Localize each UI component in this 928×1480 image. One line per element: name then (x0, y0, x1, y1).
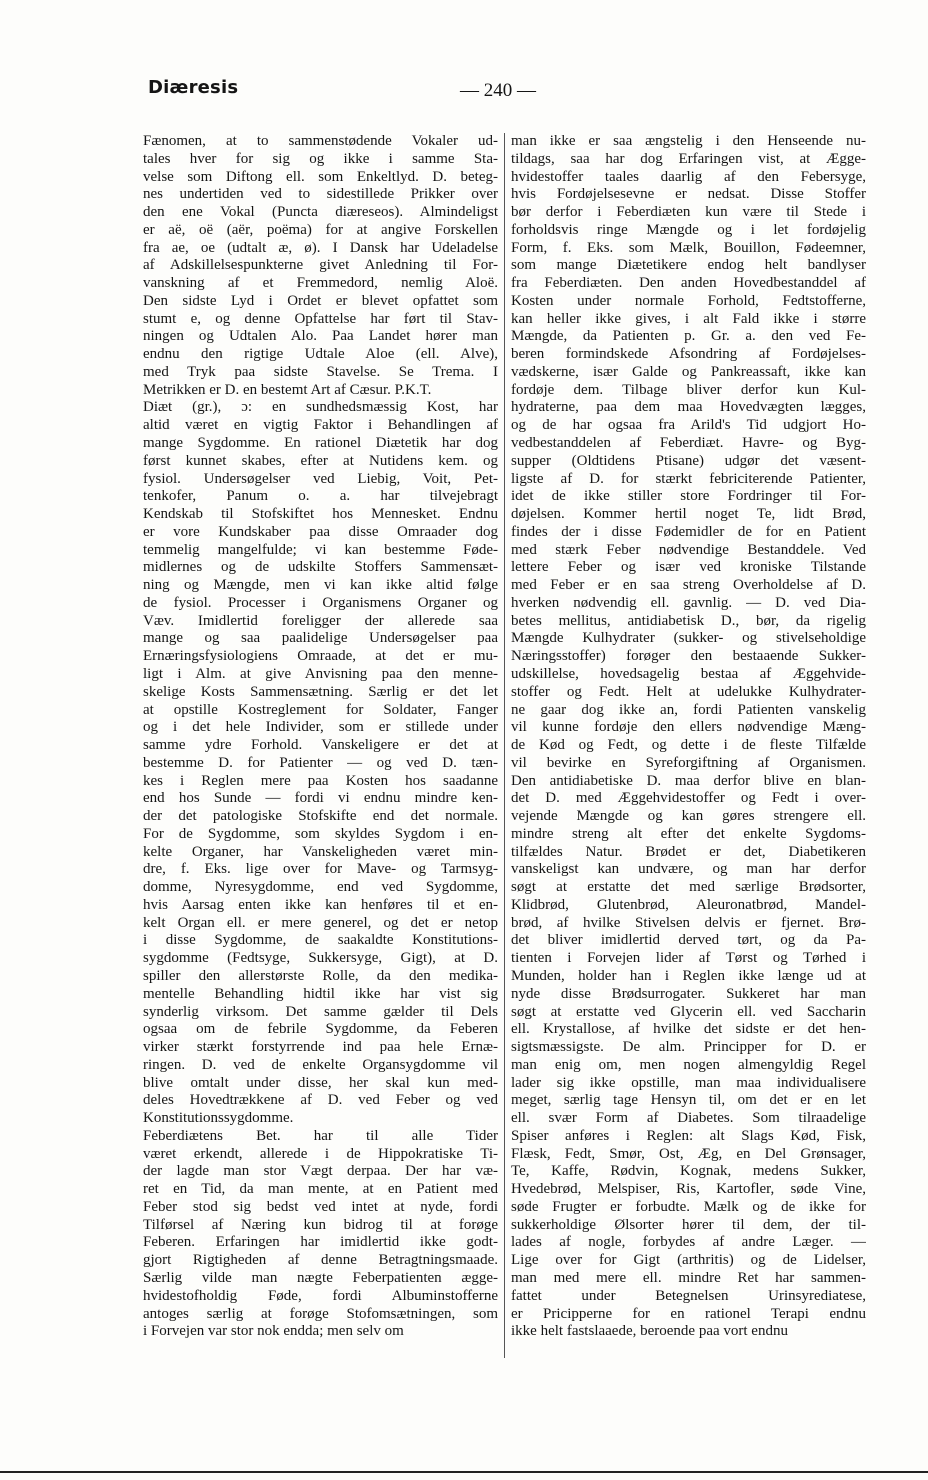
text-line: ringen. D. ved de enkelte Organsygdomme vil (143, 1056, 498, 1073)
text-line: af Adskillelsespunkterne givet Anledning til For- (143, 257, 498, 274)
text-line: med Feber er en saa streng Overholdelse af D. (511, 577, 866, 594)
text-line: vædskerne, især Galde og Pankreassaft, ikke kan (511, 363, 866, 380)
text-line: hydraterne, paa dem maa Hovedvægten lægges, (511, 399, 866, 416)
text-line: Væv. Imidlertid foreligger der allerede saa (143, 612, 498, 629)
text-line: bør derfor i Feberdiæten kun være til Stede i (511, 204, 866, 221)
text-line: den ene Vokal (Puncta diæreseos). Almindeligst (143, 204, 498, 221)
text-line: lader sig ikke opstille, man maa individualisere (511, 1074, 866, 1091)
text-line: i Forvejen var stor nok endda; men selv om (143, 1323, 404, 1340)
column-divider (504, 133, 505, 1358)
text-line: hvis Aarsag enten ikke kan henføres til et en- (143, 896, 498, 913)
text-line: vanskeligst kan undvære, og man har derfor (511, 861, 866, 878)
text-line: ne gaar dog ikke an, fordi Patienten vanskelig (511, 701, 866, 718)
text-line: først kunnet skabes, efter at Nutidens kem. og (143, 452, 498, 469)
text-line: samme ydre Forhold. Vanskeligere er det at (143, 737, 498, 754)
right-text-column (511, 133, 866, 1341)
text-line: de Kød og Fedt, og dette i de fleste Tilfælde (511, 737, 866, 754)
text-line: man enig om, men nogen almengyldig Regel (511, 1056, 866, 1073)
text-line: søde Frugter er forbudte. Mælk og de ikke for (511, 1198, 866, 1215)
text-line: hvidestoffer taales daarlig af den Febersyge, (511, 168, 866, 185)
text-line: ret en Tid, da man mente, at en Patient med (143, 1181, 498, 1198)
text-line: mange og saa paalidelige Undersøgelser paa (143, 630, 498, 647)
text-line: Den sidste Lyd i Ordet er blevet opfattet som (143, 292, 498, 309)
text-line: nyde disse Brødsurrogater. Sukkeret har man (511, 985, 866, 1002)
text-line: end hos Sunde — fordi vi endnu mindre ken- (143, 790, 498, 807)
text-line: velse som Diftong ell. som Enkeltlyd. D. beteg- (143, 168, 498, 185)
text-line: ningen og Udtalen Alo. Paa Landet hører man (143, 328, 498, 345)
text-line: Fænomen, at to sammenstødende Vokaler ud- (143, 133, 498, 149)
text-line: idet de ikke stiller store Fordringer til For- (511, 488, 866, 505)
text-line: Feber stod sig bedst ved intet at nyde, fordi (143, 1198, 498, 1215)
text-line: ligt i Alm. at give Anvisning paa den menne- (143, 665, 498, 682)
text-line: sygdomme (Fedtsyge, Sukkersyge, Gigt), at D. (143, 950, 498, 967)
text-line: supper (Oldtidens Ptisane) udgør det væsent- (511, 452, 866, 469)
text-line: vedbestanddelen af Feberdiæt. Havre- og Byg- (511, 435, 866, 452)
text-line: og i det hele Individer, som er stillede under (143, 719, 498, 736)
text-line: skelige Kosts Sammensætning. Særlig er det let (143, 683, 498, 700)
text-line: udskillelse, hovedsagelig bestaa af Æggehvide- (511, 665, 866, 682)
text-line: dre, f. Eks. lige over for Mave- og Tarmsyg- (143, 861, 498, 878)
text-line: vejende Mængde og kan gøres strengere ell. (511, 808, 866, 825)
text-line: brød, af hvilke Stivelsen delvis er fjernet. Brø- (511, 914, 866, 931)
text-line: er vore Kundskaber paa disse Omraader dog (143, 523, 498, 540)
text-line: er aë, oë (aër, poëma) for at angive Forskellen (143, 221, 498, 238)
text-line: Kendskab til Stofskiftet hos Mennesket. Endnu (143, 506, 498, 523)
text-line: Den antidiabetiske D. maa derfor blive en blan- (511, 772, 866, 789)
text-line: spiller den allerstørste Rolle, da den medika- (143, 967, 498, 984)
text-line: findes der i disse Fødemidler de for en Patient (511, 523, 866, 540)
page-number: — 240 — (460, 80, 536, 101)
text-line: tilfældes Natur. Brødet er det, Diabetikeren (511, 843, 866, 860)
text-line: kes i Reglen mere paa Kosten hos saadanne (143, 772, 498, 789)
text-line: med stærk Feber nødvendige Bestanddele. Ved (511, 541, 866, 558)
text-line: der det patologiske Stofskifte end det normale. (143, 808, 498, 825)
text-line: Spiser anføres i Reglen: alt Slags Kød, Fisk, (511, 1127, 866, 1144)
text-line: sigtsmæssigste. De alm. Principper for D. er (511, 1039, 866, 1056)
text-line: i disse Sygdomme, de saakaldte Konstitutions- (143, 932, 498, 949)
text-line: bestemme D. for Patienter — og ved D. tæn- (143, 754, 498, 771)
bottom-edge-rule (0, 1471, 928, 1473)
text-line: ell. Krystallose, af hvilke det sidste er det hen- (511, 1021, 866, 1038)
text-line: mange Sygdomme. En rationel Diætetik har dog (143, 435, 498, 452)
text-line: Klidbrød, Glutenbrød, Aleuronatbrød, Mandel- (511, 896, 866, 913)
text-line: Mængde Kulhydrater (sukker- og stivelseholdige (511, 630, 866, 647)
text-line: kelte Organer, har Vanskeligheden været min- (143, 843, 498, 860)
text-line: man med mere ell. mindre Ret har sammen- (511, 1270, 866, 1286)
text-line: døjelsen. Kommer hertil noget Te, lidt Brød, (511, 506, 866, 523)
text-line: tales hver for sig og ikke i samme Sta- (143, 150, 498, 167)
text-line: kelt Organ ell. er mere generel, og det er netop (143, 914, 498, 931)
text-line: stoffer og Fedt. Helt at udelukke Kulhydrater- (511, 683, 866, 700)
text-line: fordøje dem. Tilbage bliver derfor kun Kul- (511, 381, 866, 398)
text-line: mindre streng alt efter det enkelte Sygdoms- (511, 825, 866, 842)
text-line: For de Sygdomme, som skyldes Sygdom i en- (143, 825, 498, 842)
text-line: man ikke er saa ængstelig i den Henseende nu- (511, 133, 866, 149)
text-line: med Tryk paa sidste Stavelse. Se Trema. I (143, 363, 498, 380)
text-line: ogsaa om de febrile Sygdomme, da Feberen (143, 1021, 498, 1038)
text-line: lettere Feber og især ved kroniske Tilstande (511, 559, 866, 576)
text-line: fysiol. Undersøgelser ved Liebig, Voit, Pet- (143, 470, 498, 487)
text-line: Konstitutionssygdomme. (143, 1110, 294, 1127)
text-line: været erkendt, allerede i de Hippokratiske Ti- (143, 1145, 498, 1162)
text-line: søgt at erstatte det med særlige Brødsorter, (511, 879, 866, 896)
text-line: ligste af D. for stærkt febriciterende Patienter, (511, 470, 866, 487)
text-line: søgt at erstatte ved Glycerin ell. ved Saccharin (511, 1003, 866, 1020)
text-line: kan heller ikke gives, i alt Fald ikke i større (511, 310, 866, 327)
text-line: Næringsstoffer) forøger den bestaaende Sukker- (511, 648, 866, 665)
text-line: Te, Kaffe, Rødvin, Kognak, medens Sukker, (511, 1163, 866, 1180)
text-line: meget, særlig tage Hensyn til, om det er en let (511, 1092, 866, 1109)
text-line: tienten i Forvejen lider af Tørst og Tørhed i (511, 950, 866, 967)
text-line: Ernæringsfysiologiens Omraade, at det er mu- (143, 648, 498, 665)
text-line: fra Feberdiæten. Den anden Hovedbestanddel af (511, 275, 866, 292)
text-line: Mængde, da Patienten p. Gr. a. den ved Fe- (511, 328, 866, 345)
text-line: domme, Nyresygdomme, end ved Sygdomme, (143, 879, 498, 896)
text-line: antoges særlig at forøge Stofomsætningen, som (143, 1305, 498, 1322)
text-line: Metrikken er D. en bestemt Art af Cæsur. P.K.T. (143, 381, 432, 398)
text-line: Diæt (gr.), ɔ: en sundhedsmæssig Kost, har (143, 399, 498, 416)
text-line: betes mellitus, antidiabetisk D., bør, da rigelig (511, 612, 866, 629)
text-line: Lige over for Gigt (arthritis) og de Lidelser, (511, 1252, 866, 1269)
text-line: Feberdiætens Bet. har til alle Tider (143, 1127, 498, 1144)
text-line: Særlig vilde man nægte Feberpatienten ægge- (143, 1270, 498, 1286)
text-line: mentelle Behandling hidtil ikke har vist sig (143, 985, 498, 1002)
text-line: gjort Rigtigheden af denne Betragtningsmaade. (143, 1252, 498, 1269)
text-line: Hvedebrød, Melspiser, Ris, Kartofler, søde Vine, (511, 1181, 866, 1198)
text-line: Kosten under normale Forhold, Fedtstofferne, (511, 292, 866, 309)
text-line: der lagde man stor Vægt derpaa. Der har væ- (143, 1163, 498, 1180)
text-line: Form, f. Eks. som Mælk, Bouillon, Fødeemner, (511, 239, 866, 256)
text-line: det D. med Æggehvidestoffer og Fedt i over- (511, 790, 866, 807)
text-line: hvidestofholdig Føde, fordi Albuminstofferne (143, 1287, 498, 1304)
text-line: Tilførsel af Næring kun bidrog til at forøge (143, 1216, 498, 1233)
text-line: at opstille Kostreglement for Soldater, Fanger (143, 701, 498, 718)
text-line: fra ae, oe (udtalt æ, ø). I Dansk har Udeladelse (143, 239, 498, 256)
text-line: endnu den rigtige Udtale Aloe (ell. Alve), (143, 346, 498, 363)
text-line: altid været en vigtig Faktor i Behandlingen af (143, 417, 498, 434)
text-line: temmelig mangelfulde; vi kan bestemme Føde- (143, 541, 498, 558)
text-line: beren formindskede Afsondring af Fordøjelses- (511, 346, 866, 363)
text-line: virker stærkt forstyrrende ind paa hele Ernæ- (143, 1039, 498, 1056)
text-line: tildags, saa har dog Erfaringen vist, at Ægge- (511, 150, 866, 167)
text-line: ning og Mængde, men vi kan ikke altid følge (143, 577, 498, 594)
text-line: som mange Diætetikere endog helt bandlyser (511, 257, 866, 274)
text-line: midlernes og de udskilte Stoffers Sammensæt- (143, 559, 498, 576)
text-line: tenkofer, Panum o. a. har tilvejebragt (143, 488, 498, 505)
text-line: ell. svær Form af Diabetes. Som tilraadelige (511, 1110, 866, 1127)
text-line: vanskning af et Fremmedord, nemlig Aloë. (143, 275, 498, 292)
text-line: vil bevirke en Syreforgiftning af Organismen. (511, 754, 866, 771)
text-line: det bliver imidlertid derved tørt, og da Pa- (511, 932, 866, 949)
text-line: Flæsk, Fedt, Smør, Ost, Æg, en Del Grønsager, (511, 1145, 866, 1162)
text-line: Feberen. Erfaringen har imidlertid ikke godt- (143, 1234, 498, 1251)
text-line: fattet under Betegnelsen Urinsyrediatese, (511, 1287, 866, 1304)
left-text-column (143, 133, 498, 1341)
text-line: hvis Fordøjelsesevne er nedsat. Disse Stoffer (511, 186, 866, 203)
text-line: sukkerholdige Ølsorter hører til dem, der til- (511, 1216, 866, 1233)
text-line: deles Hovedtrækkene af D. ved Feber og ved (143, 1092, 498, 1109)
text-line: hverken nødvendig ell. gavnlig. — D. ved Dia- (511, 594, 866, 611)
text-line: blive omtalt under disse, her skal kun med- (143, 1074, 498, 1091)
text-line: vil kunne fordøje den ellers nødvendige Mæng- (511, 719, 866, 736)
text-line: ikke helt fastslaaede, beroende paa vort endnu (511, 1323, 788, 1340)
text-line: nes undertiden ved to sidestillede Prikker over (143, 186, 498, 203)
text-line: Munden, holder han i Reglen ikke længe ud at (511, 967, 866, 984)
text-line: forholdsvis ringe Mængde og i let fordøjelig (511, 221, 866, 238)
text-line: er Pricipperne for en rationel Terapi endnu (511, 1305, 866, 1322)
text-line: stumt e, og denne Opfattelse har ført til Stav- (143, 310, 498, 327)
text-line: og de har ogsaa fra Arild's Tid udgjort Ho- (511, 417, 866, 434)
running-head-title: Diæresis (148, 77, 239, 98)
text-line: de fysiol. Processer i Organismens Organer og (143, 594, 498, 611)
text-line: synderlig virksom. Det samme gælder til Dels (143, 1003, 498, 1020)
text-line: lades af nogle, forbydes af andre Læger. — (511, 1234, 866, 1251)
